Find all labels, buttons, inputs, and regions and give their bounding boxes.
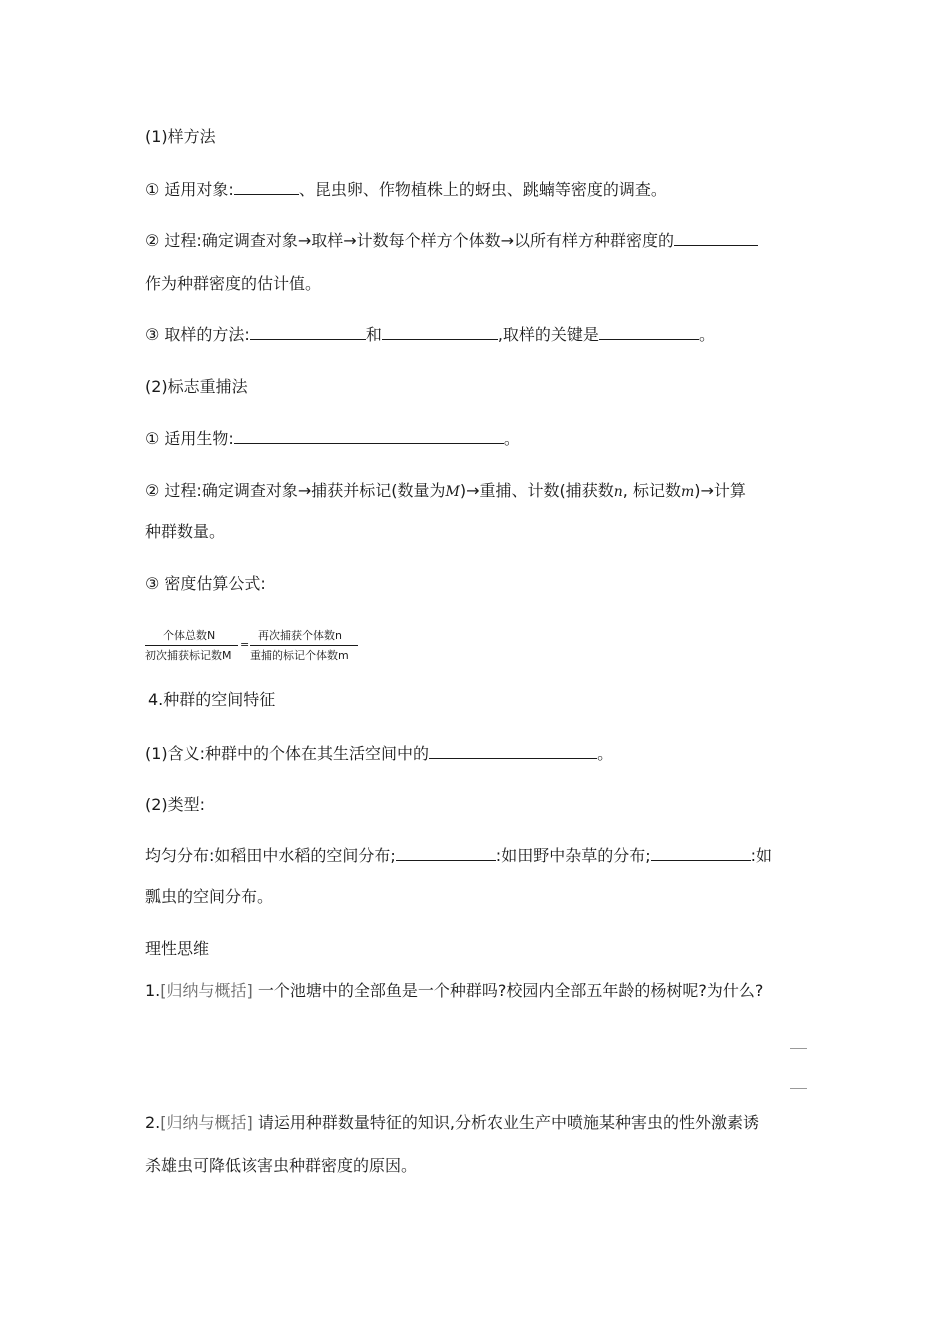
quadrat-item-3	[145, 324, 715, 346]
mark-recapture-item-2-c: , 标记数	[622, 481, 681, 500]
formula-right-numerator: 再次捕获个体数n	[258, 629, 342, 642]
spatial-types-a: 均匀分布:如稻田中水稻的空间分布;	[145, 846, 396, 865]
quadrat-item-2	[145, 230, 758, 252]
variable-n: n	[613, 484, 623, 500]
formula-left-numerator: 个体总数N	[163, 629, 216, 642]
answer-blank[interactable]	[396, 846, 496, 861]
thinking-heading: 理性思维	[145, 939, 210, 958]
quadrat-item-3-end: 。	[698, 325, 715, 344]
formula-equals: =	[240, 638, 250, 651]
formula-right-bar	[250, 645, 358, 646]
mark-recapture-item-1	[145, 428, 520, 450]
question-1-text: 一个池塘中的全部鱼是一个种群吗?校园内全部五年龄的杨树呢?为什么?	[252, 981, 764, 1000]
quadrat-item-2-text: ② 过程:确定调查对象→取样→计数每个样方个体数→以所有样方种群密度的	[145, 231, 675, 250]
spatial-item-1-text: (1)含义:种群中的个体在其生活空间中的	[145, 744, 430, 763]
mark-recapture-item-2	[145, 480, 746, 503]
mark-recapture-item-1-prefix: ① 适用生物:	[145, 429, 234, 448]
question-2-number: 2.	[145, 1113, 161, 1132]
mark-recapture-item-3: ③ 密度估算公式:	[145, 574, 266, 593]
mark-recapture-item-2-d: )→计算	[694, 481, 746, 500]
answer-blank[interactable]	[674, 231, 758, 246]
section-heading-quadrat: (1)样方法	[145, 127, 216, 146]
question-2-continued: 杀雄虫可降低该害虫种群密度的原因。	[145, 1156, 418, 1175]
answer-blank[interactable]	[599, 325, 699, 340]
answer-line-mark	[790, 1048, 807, 1049]
answer-blank[interactable]	[234, 180, 299, 195]
quadrat-item-1	[145, 179, 667, 201]
formula-left-bar	[145, 645, 238, 646]
spatial-types-c: :如	[750, 846, 772, 865]
mark-recapture-item-1-end: 。	[503, 429, 520, 448]
answer-blank[interactable]	[382, 325, 498, 340]
formula-right-denominator: 重捕的标记个体数m	[250, 649, 349, 662]
quadrat-item-3-prefix: ③ 取样的方法:	[145, 325, 250, 344]
quadrat-item-2-continued: 作为种群密度的估计值。	[145, 274, 322, 293]
answer-blank[interactable]	[651, 846, 751, 861]
quadrat-item-3-key: ,取样的关键是	[497, 325, 599, 344]
answer-blank[interactable]	[250, 325, 366, 340]
section-heading-mark-recapture: (2)标志重捕法	[145, 377, 248, 396]
question-2-tag: [归纳与概括]	[160, 1113, 253, 1132]
mark-recapture-item-2-b: )→重捕、计数(捕获数	[459, 481, 614, 500]
question-1-number: 1.	[145, 981, 161, 1000]
quadrat-item-3-and: 和	[365, 325, 382, 344]
section-heading-spatial: 4.种群的空间特征	[148, 690, 276, 709]
question-1	[145, 980, 763, 1002]
quadrat-item-1-prefix: ① 适用对象:	[145, 180, 234, 199]
answer-line-mark	[790, 1088, 807, 1089]
variable-m: m	[680, 484, 695, 500]
spatial-item-1	[145, 743, 613, 765]
spatial-types-b: :如田野中杂草的分布;	[495, 846, 651, 865]
spatial-item-1-end: 。	[597, 744, 614, 763]
question-2	[145, 1112, 759, 1134]
spatial-types	[145, 845, 772, 867]
quadrat-item-1-suffix: 、昆虫卵、作物植株上的蚜虫、跳蝻等密度的调查。	[298, 180, 667, 199]
variable-M: M	[445, 484, 460, 500]
formula-left-denominator: 初次捕获标记数M	[145, 649, 232, 662]
question-1-tag: [归纳与概括]	[160, 981, 253, 1000]
spatial-types-continued: 瓢虫的空间分布。	[145, 887, 274, 906]
mark-recapture-item-2-a: ② 过程:确定调查对象→捕获并标记(数量为	[145, 481, 446, 500]
question-2-text: 请运用种群数量特征的知识,分析农业生产中喷施某种害虫的性外激素诱	[252, 1113, 759, 1132]
answer-blank[interactable]	[234, 429, 504, 444]
mark-recapture-item-2-continued: 种群数量。	[145, 522, 226, 541]
spatial-item-2: (2)类型:	[145, 795, 206, 814]
answer-blank[interactable]	[429, 744, 597, 759]
